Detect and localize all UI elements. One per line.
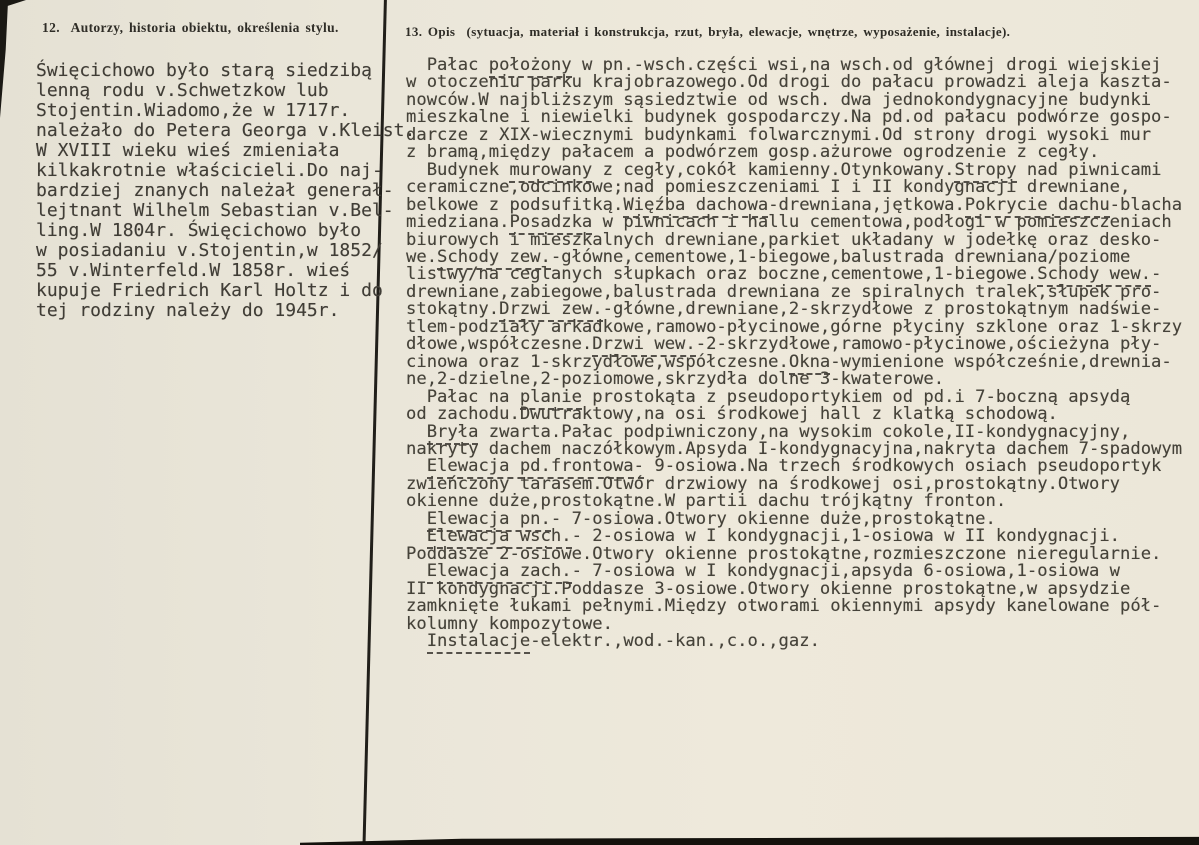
typed-text-line: lejtnant Wilhelm Sebastian v.Bel- [36,200,394,221]
typed-text-line: Elewacja pn.- 7-osiowa.Otwory okienne duże,prostokątne. [406,511,1182,528]
underlined-keyword: Elewacja zach. [427,561,572,584]
underlined-keyword: murowany [509,160,592,183]
typed-text-line: we.Schody zew.-główne,cementowe,1-biegowe,balustrada drewniana/poziome [406,249,1182,266]
typed-text-line: Budynek murowany z cegły,cokół kamienny.Otynkowany.Stropy nad piwnicami [406,162,1182,179]
typed-text-line: lenną rodu v.Schwetzkow lub [36,80,329,101]
typed-text-line: tlem-podziały arkadkowe,ramowo-płycinowe,górne płyciny szklone oraz 1-skrzy [406,316,1183,337]
section-13-header: 13. Opis (sytuacja, materiał i konstrukcja, rzut, bryła, elewacje, wnętrze, wyposażenie, instalacje). [405,24,1011,39]
underlined-keyword: Schody wew. [1037,264,1151,287]
underlined-keyword: Schody zew. [437,247,551,270]
typed-text-line: Pałac na planie prostokąta z pseudoportykiem od pd.i 7-boczną apsydą [406,389,1182,406]
typed-text-line: miedziana.Posadzka w piwnicach i hallu cementowa,podłogi w pomieszczeniach [406,214,1182,231]
typed-text-line: darcze z XIX-wiecznymi budynkami folwarcznymi.Od strony drogi wysoki mur [406,124,1152,145]
underlined-keyword: Okna [789,352,830,375]
typed-text-line: Elewacja zach.- 7-osiowa w I kondygnacji,apsyda 6-osiowa,1-osiowa w [406,563,1182,580]
typed-text-line: stokątny.Drzwi zew.-główne,drewniane,2-skrzydłowe z prostokątnym nadświe- [406,301,1182,318]
description-text-block [406,57,1182,650]
typed-text-line: w otoczeniu parku krajobrazowego.Od drogi do pałacu prowadzi aleja kaszta- [406,72,1172,93]
typed-text-line: listwy/na ceglanych słupkach oraz boczne,cementowe,1-biegowe.Schody wew.- [406,266,1182,283]
underlined-keyword: Drzwi zew. [499,299,602,322]
typed-text-line: ceramiczne,odcinkowe;nad pomieszczeniami I i II kondygnacji drewniane, [406,177,1131,198]
typed-text-line: zamknięte łukami pełnymi.Między otworami okiennymi apsydy kanelowane pół- [406,596,1162,617]
underlined-keyword: Elewacja wsch. [427,526,572,549]
typed-text-line: Elewacja pd.frontowa- 9-osiowa.Na trzech środkowych osiach pseudoportyk [406,458,1182,475]
underlined-keyword: planie [520,387,582,410]
typed-text-line: Stojentin.Wiadomo,że w 1717r. [36,100,351,121]
history-text-block [36,61,415,321]
typed-text-line: kupuje Friedrich Karl Holtz i do [36,280,383,301]
underlined-keyword: Więźba dachowa [623,195,768,218]
typed-text-line: Poddasze 2-osiowe.Otwory okienne prostokątne,rozmieszczone nieregularnie. [406,543,1162,564]
typed-text-line: Elewacja wsch.- 2-osiowa w I kondygnacji,1-osiowa w II kondygnacji. [406,528,1182,545]
typed-text-line: mieszkalne i niewielki budynek gospodarczy.Na pd.od pałacu podwórze gospo- [406,107,1172,128]
typed-text-line: Instalacje-elektr.,wod.-kan.,c.o.,gaz. [406,633,1182,650]
typed-text-line: od zachodu.Dwutraktowy,na osi środkowej hall z klatką schodową. [406,404,1058,425]
underlined-keyword: Bryła [427,422,479,445]
typed-text-line: nakryty dachem naczółkowym.Apsyda I-kondygnacyjna,nakryta dachem 7-spadowym [406,438,1183,459]
underlined-keyword: Elewacja pn. [427,509,551,532]
scan-edge-artifact-bottom [300,836,1199,845]
underlined-keyword: Pokrycie dachu [965,195,1110,218]
typed-text-line: Pałac położony w pn.-wsch.części wsi,na wsch.od głównej drogi wiejskiej [406,57,1182,74]
underlined-keyword: Drzwi wew. [592,334,695,357]
underlined-keyword: Elewacja pd.frontowa- [427,456,644,479]
typed-text-line: drewniane,zabiegowe,balustrada drewniana ze spiralnych tralek,słupek pro- [406,281,1162,302]
section-12-header: 12. Autorzy, historia obiektu, określenia stylu. [42,20,339,35]
typed-text-line: okienne duże,prostokątne.W partii dachu trójkątny fronton. [406,491,1007,512]
typed-text-line: z bramą,między pałacem a podwórzem gosp.ażurowe ogrodzenie z cegły. [406,142,1100,163]
typed-text-line: należało do Petera Georga v.Kleist. [36,120,416,141]
underlined-keyword: Posadzka [509,212,592,235]
underlined-keyword: Instalacje [427,631,530,654]
typed-text-line: cinowa oraz 1-skrzydłowe,współczesne.Okna-wymienione współcześnie,drewnia- [406,354,1182,371]
typed-text-line: ling.W 1804r. Święcichowo było [36,220,362,241]
typed-text-line: biurowych i mieszkalnych drewniane,parkiet układany w jodełkę oraz desko- [406,229,1162,250]
typed-text-line: Święcichowo było starą siedzibą [36,60,372,81]
underlined-keyword: położony [489,55,572,78]
typed-text-line: zwieńczony tarasem.Otwór drzwiowy na środkowej osi,prostokątny.Otwory [406,473,1120,494]
typed-text-line: dłowe,współczesne.Drzwi wew.-2-skrzydłowe,ramowo-płycinowe,ościeżyna pły- [406,336,1182,353]
typed-text-line: W XVIII wieku wieś zmieniała [36,140,340,161]
typed-text-line: Bryła zwarta.Pałac podpiwniczony,na wysokim cokole,II-kondygnacyjny, [406,424,1182,441]
typed-text-line: 55 v.Winterfeld.W 1858r. wieś [36,260,351,281]
typed-text-line: tej rodziny należy do 1945r. [36,300,340,321]
typed-text-line: kilkakrotnie właścicieli.Do naj- [36,160,383,181]
typed-text-line: nowców.W najbliższym sąsiedztwie od wsch. dwa jednokondygnacyjne budynki [406,89,1152,110]
typed-text-line: ne,2-dzielne,2-poziomowe,skrzydła dolne 3-kwaterowe. [406,369,945,390]
typed-text-line: belkowe z podsufitką.Więźba dachowa-drewniana,jętkowa.Pokrycie dachu-blacha [406,197,1182,214]
underlined-keyword: Stropy [954,160,1016,183]
typed-text-line: w posiadaniu v.Stojentin,w 1852/ [36,240,383,261]
typed-text-line: bardziej znanych należał generał- [36,180,394,201]
scan-edge-artifact-top-left [0,0,26,118]
typed-text-line: kolumny kompozytowe. [406,613,613,634]
typed-text-line: II kondygnacji.Poddasze 3-osiowe.Otwory okienne prostokątne,w apsydzie [406,578,1131,599]
